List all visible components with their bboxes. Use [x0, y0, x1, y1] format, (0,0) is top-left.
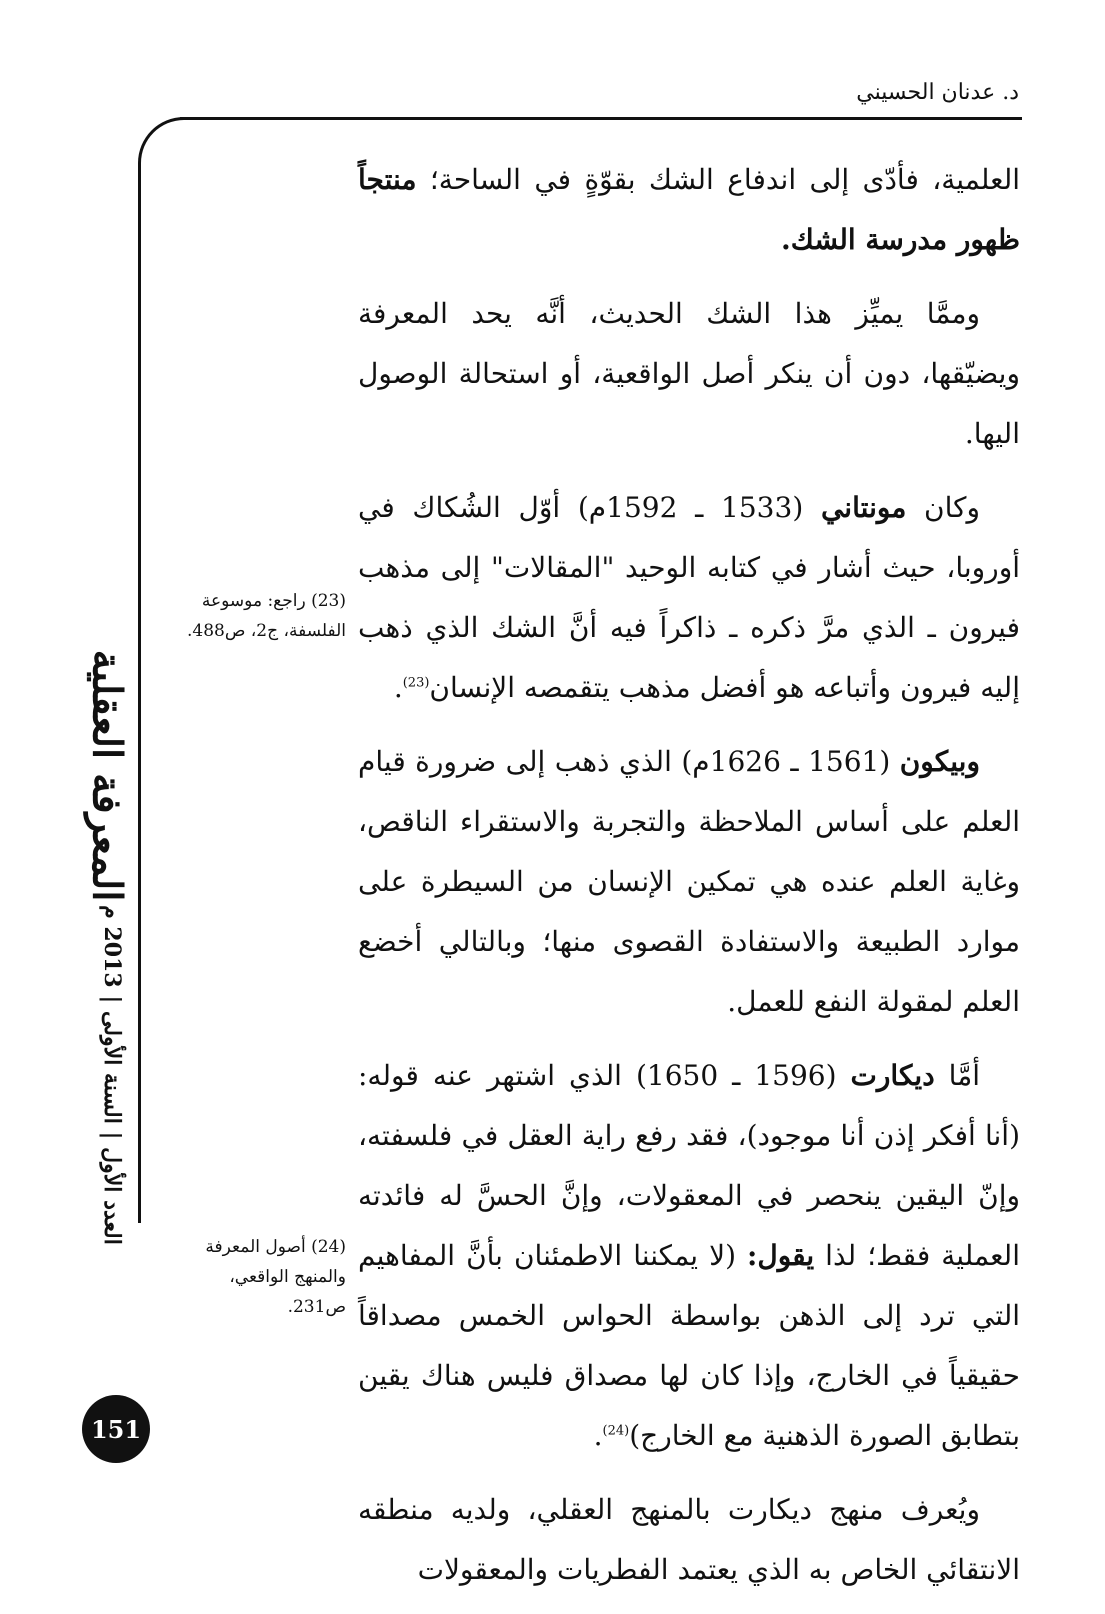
journal-logo-text: المعرفة العقلية — [83, 649, 131, 901]
footnote-ref-23: (23) — [402, 675, 430, 691]
paragraph-5-quote: (لا يمكننا الاطمئنان بأنَّ المفاهيم التي ترد إلى الذهن بواسطة الحواس الخمس مصداقاً حقيقياً في الخارج، وإذا كان لها مصداق فليس هناك يقين بتطابق الصورة الذهنية مع الخارج) — [358, 1239, 1020, 1452]
issue-info-text: العدد الأول | السنة الأولى | 2013 م — [99, 905, 125, 1245]
paragraph-1 — [358, 150, 1020, 270]
paragraph-1-text: العلمية، فأدّى إلى اندفاع الشك بقوّةٍ في الساحة؛ — [416, 163, 1020, 196]
issue-info — [92, 905, 132, 1245]
paragraph-3-pre: وكان — [906, 491, 980, 524]
descartes-name: ديكارت — [850, 1059, 935, 1092]
paragraph-5-text: (1596 ـ 1650) الذي اشتهر عنه قوله: (أنا أفكر إذن أنا موجود)، فقد رفع راية العقل في فلسفته، وإنّ اليقين ينحصر في المعقولات، وإنَّ الحسَّ له فائدته العملية فقط؛ لذا — [358, 1059, 1020, 1272]
paragraph-4-text: (1561 ـ 1626م) الذي ذهب إلى ضرورة قيام العلم على أساس الملاحظة والتجربة والاستقراء الناقص، وغاية العلم عنده هي تمكين الإنسان من السيطرة على موارد الطبيعة والاستفادة القصوى منها؛ وبالتالي أخضع العلم لمقولة النفع للعمل. — [358, 745, 1020, 1018]
paragraph-3 — [358, 478, 1020, 718]
bacon-name: وبيكون — [899, 745, 980, 778]
paragraph-5-end: . — [593, 1419, 603, 1452]
footnote-24: (24) أصول المعرفة والمنهج الواقعي، ص231. — [205, 1237, 346, 1317]
page-number-badge — [82, 1395, 150, 1463]
footnote-ref-24: (24) — [602, 1423, 630, 1439]
page-frame-curve — [138, 117, 184, 1223]
paragraph-6: ويُعرف منهج ديكارت بالمنهج العقلي، ولديه منطقه الانتقائي الخاص به الذي يعتمد الفطريات والمعقولات — [358, 1493, 1020, 1586]
paragraph-1-bold: منتجاً ظهور مدرسة الشك. — [358, 163, 1020, 256]
paragraph-5-pre: أمَّا — [934, 1059, 980, 1092]
header-rule — [180, 117, 1022, 120]
author-name: د. عدنان الحسيني — [856, 80, 1019, 105]
footnote-23: (23) راجع: موسوعة الفلسفة، ج2، ص488. — [186, 591, 346, 641]
paragraph-3-text: (1533 ـ 1592م) أوّل الشُكاك في أوروبا، حيث أشار في كتابه الوحيد "المقالات" إلى مذهب فيرون ـ الذي مرَّ ذكره ـ ذاكراً فيه أنَّ الشك الذي ذهب إليه فيرون وأتباعه هو أفضل مذهب يتقمصه الإنسان — [358, 491, 1021, 704]
paragraph-2: وممَّا يميِّز هذا الشك الحديث، أنَّه يحد المعرفة ويضيّقها، دون أن ينكر أصل الواقعية، أو استحالة الوصول اليها. — [358, 297, 1020, 450]
paragraph-3-end: . — [393, 671, 403, 704]
montaigne-name: مونتاني — [820, 491, 907, 524]
main-text — [358, 150, 1020, 1614]
journal-logo — [72, 649, 142, 901]
paragraph-5 — [358, 1046, 1020, 1466]
paragraph-4 — [358, 732, 1020, 1032]
page-number: 151 — [90, 1414, 142, 1444]
says-label: يقول: — [747, 1239, 815, 1272]
